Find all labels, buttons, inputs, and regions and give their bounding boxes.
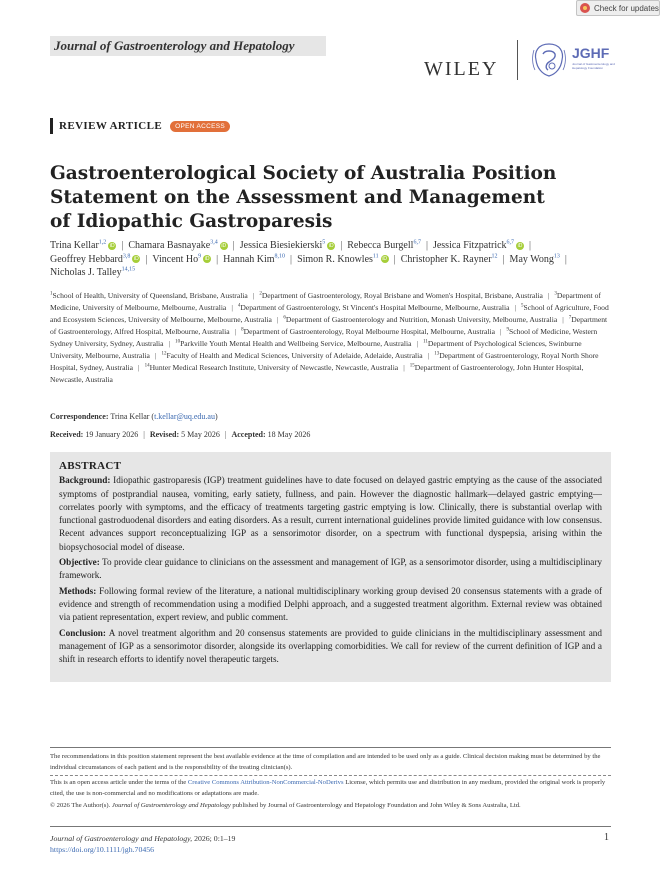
correspondence-email-link[interactable]: t.kellar@uq.edu.au bbox=[154, 412, 215, 421]
orcid-icon[interactable]: iD bbox=[221, 242, 227, 249]
copyright-footnote: © 2026 The Author(s). Journal of Gastroenterology and Hepatology published by Journal of Gastroenterology and Hepatology Foundation and John Wiley & Sons Australia, Ltd. bbox=[50, 802, 521, 809]
citation: Journal of Gastroenterology and Hepatology, 2026; 0:1–19 https://doi.org/10.1111/jgh.70456 bbox=[50, 834, 236, 854]
crossmark-icon bbox=[580, 3, 590, 13]
publisher-logo: WILEY bbox=[424, 58, 499, 80]
jghf-logo-subtext: Journal of Gastroenterology and Hepatology Foundation bbox=[572, 62, 615, 70]
author[interactable]: Vincent Ho$^9$iD bbox=[152, 253, 210, 265]
author[interactable]: Nicholas J. Talley$^{14,15}$ bbox=[50, 266, 136, 278]
doi-link[interactable]: https://doi.org/10.1111/jgh.70456 bbox=[50, 844, 155, 854]
abstract-heading: ABSTRACT bbox=[59, 460, 122, 472]
author[interactable]: May Wong$^{13}$ bbox=[509, 253, 560, 265]
article-type-row bbox=[50, 118, 230, 134]
author[interactable]: Geoffrey Hebbard$^{3,8}$iD bbox=[50, 253, 139, 265]
orcid-icon[interactable]: iD bbox=[328, 242, 334, 249]
journal-banner: Journal of Gastroenterology and Hepatology bbox=[50, 36, 326, 56]
author[interactable]: Trina Kellar$^{1,2}$iD bbox=[50, 239, 115, 251]
citation-rule bbox=[50, 826, 611, 827]
article-title: Gastroenterological Society of Australia Position Statement on the Assessment and Management of Idiopathic Gastroparesis bbox=[50, 163, 557, 232]
logo-divider bbox=[517, 40, 518, 80]
author[interactable]: Christopher K. Rayner$^{12}$ bbox=[400, 253, 498, 265]
article-type-label: REVIEW ARTICLE bbox=[59, 120, 163, 132]
orcid-icon[interactable]: iD bbox=[204, 256, 210, 263]
article-type-bar bbox=[50, 118, 53, 134]
author-list: Trina Kellar$^{1,2}$iD | Chamara Basnayake$^{3,4}$iD | Jessica Biesiekierski$^5$iD | Rebecca Burgell$^{6,7}$ | Jessica Fitzpatrick$^{6,7}$iD | Geoffrey Hebbard$^{3,8}$iD | Vincent Ho$^9$iD | Hannah Kim$^{8,10}$ | Simon R. Knowles$^{11}$iD | Christopher K. Rayner$^{12}$ | May Wong$^{13}$ | Nicholas J. Talley$^{14,15}$ bbox=[50, 239, 567, 278]
footnote-rule bbox=[50, 747, 611, 748]
license-link[interactable]: Creative Commons Attribution-NonCommercial-NoDerivs bbox=[187, 779, 344, 786]
orcid-icon[interactable]: iD bbox=[517, 242, 523, 249]
page-number: 1 bbox=[604, 832, 609, 843]
author[interactable]: Simon R. Knowles$^{11}$iD bbox=[297, 253, 388, 265]
jghf-logo-text: JGHF bbox=[572, 45, 610, 61]
affiliations: $^1$School of Health, University of Queensland, Brisbane, Australia | $^2$Department of Gastroenterology, Royal Brisbane and Women's Hospital, Brisbane, Australia | $^3$Department of Medicine, University of Melbourne, Melbourne, Australia | $^4$Department of Gastroenterology, St Vincent's Hospital Melbourne, Melbourne, Australia | $^5$School of Agriculture, Food and Ecosystem Sciences, University of Melbourne, Melbourne, Australia | $^6$Department of Gastroenterology and Nutrition, Monash University, Melbourne, Australia | $^7$Department of Gastroenterology, Alfred Hospital, Melbourne, Australia | $^8$Department of Gastroenterology, Royal Melbourne Hospital, Melbourne, Australia | $^9$School of Medicine, Western Sydney University, Sydney, Australia | $^{10}$Parkville Youth Mental Health and Wellbeing Service, Melbourne, Australia | $^{11}$Department of Psychological Sciences, Swinburne University, Melbourne, Australia | $^{12}$Faculty of Health and Medical Sciences, University of Adelaide, Adelaide, Australia | $^{13}$Department of Gastroenterology, Royal North Shore Hospital, Sydney, Australia | $^{14}$Hunter Medical Research Institute, University of Newcastle, Newcastle, Australia | $^{15}$Department of Gastroenterology, John Hunter Hospital, Newcastle, Australia bbox=[50, 291, 609, 384]
orcid-icon[interactable]: iD bbox=[382, 256, 388, 263]
abstract-conclusion: Conclusion: A novel treatment algorithm and 20 consensus statements are provided to guide clinicians in the multidisciplinary assessment and management of IGP as a sensorimotor disorder, alongside its overlapping comorbidities. We call for review of the current definition of IGP and a shift in research efforts to identify novel therapeutic targets. bbox=[59, 627, 602, 665]
article-dates: Received: 19 January 2026 | Revised: 5 May 2026 | Accepted: 18 May 2026 bbox=[50, 430, 311, 439]
check-for-updates-label: Check for updates bbox=[594, 3, 659, 13]
orcid-icon[interactable]: iD bbox=[133, 256, 139, 263]
author[interactable]: Rebecca Burgell$^{6,7}$ bbox=[347, 239, 421, 251]
abstract-box bbox=[50, 452, 611, 682]
author[interactable]: Jessica Fitzpatrick$^{6,7}$iD bbox=[432, 239, 523, 251]
jghf-society-logo-icon bbox=[528, 40, 570, 80]
check-for-updates-button[interactable] bbox=[576, 0, 660, 16]
author[interactable]: Jessica Biesiekierski$^5$iD bbox=[239, 239, 334, 251]
correspondence: Correspondence: Trina Kellar (t.kellar@uq.edu.au) bbox=[50, 412, 218, 421]
orcid-icon[interactable]: iD bbox=[109, 242, 115, 249]
abstract-methods: Methods: Following formal review of the literature, a national multidisciplinary working group devised 20 consensus statements with a grade of evidence and strength of recommendation using a modified Delphi approach, and a suggested treatment algorithm. External review was obtained via patient representation, expert review, and public comment. bbox=[59, 585, 603, 623]
open-access-badge: OPEN ACCESS bbox=[170, 121, 230, 132]
author[interactable]: Hannah Kim$^{8,10}$ bbox=[223, 253, 286, 265]
recommendations-footnote: The recommendations in this position statement represent the best available evidence at the time of compilation and are intended to be used only as a guide. Clinical decision making must be determined by the individual circumstances of each patient and is the responsibility of the treating clinician(s). bbox=[50, 753, 601, 771]
author[interactable]: Chamara Basnayake$^{3,4}$iD bbox=[128, 239, 227, 251]
license-footnote: This is an open access article under the terms of the Creative Commons Attribution-NonCommercial-NoDerivs License, which permits use and distribution in any medium, provided the original work is properly cited, the use is non-commercial and no modifications or adaptations are made. bbox=[50, 779, 606, 797]
abstract-background: Background: Idiopathic gastroparesis (IGP) treatment guidelines have to date focused on delayed gastric emptying as the cause of the associated symptoms of postprandial nausea, vomiting, early satiety, fullness, and pain. However the diagnostic hallmark—delayed gastric emptying—correlates poorly with symptoms, and the efficacy of treatments targeting gastric emptying is low. Clinically, there is substantial overlap with functional gastroduodenal disorders and eating disorders. As a result, current international guidelines provide limited guidance with low consensus. Recent advances support reconceptualizing IGP as a sensorimotor disorder, on a spectrum with functional dyspepsia, arising within the biopsychosocial model of disease. bbox=[59, 475, 602, 552]
footnote-dashed-rule bbox=[50, 775, 611, 776]
abstract-objective: Objective: To provide clear guidance to clinicians on the assessment and management of IGP, as a sensorimotor disorder, using a multidisciplinary framework. bbox=[59, 557, 602, 581]
